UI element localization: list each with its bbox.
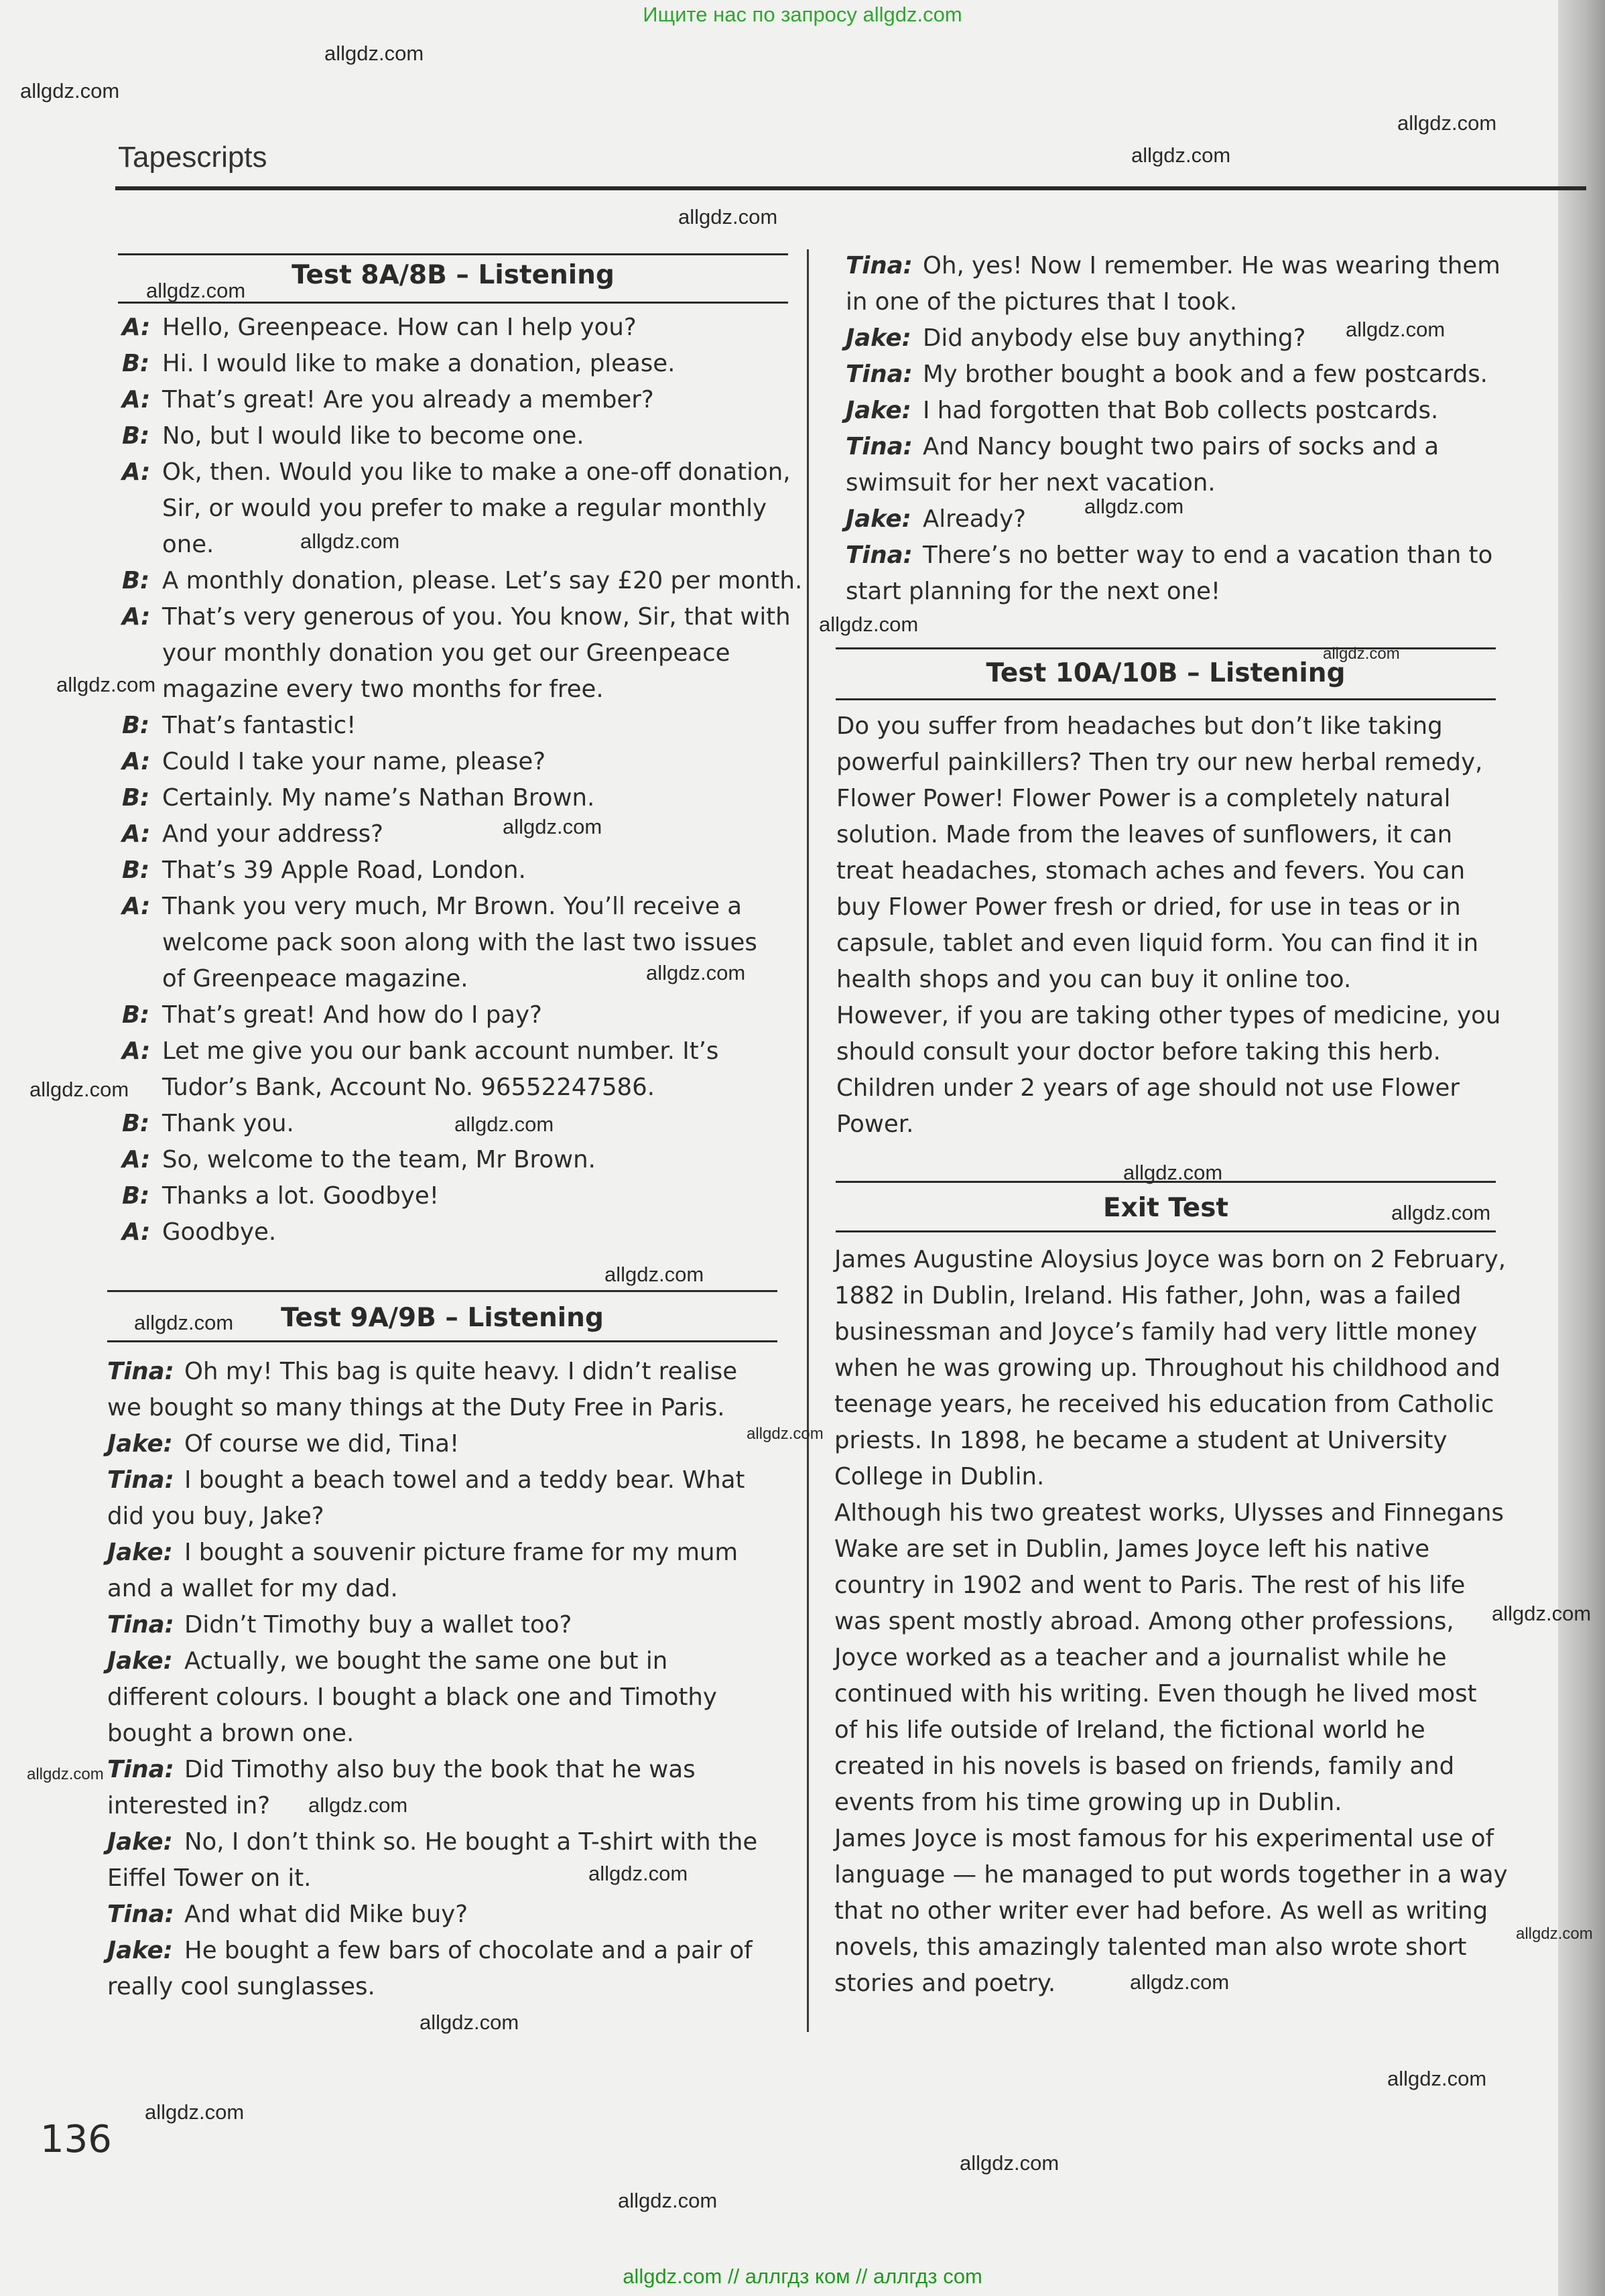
text-line: solution. Made from the leaves of sunflowers, it can [836, 821, 1453, 848]
dialogue-line [107, 1752, 777, 1788]
line-text: Thank you very much, Mr Brown. You’ll receive a [162, 893, 742, 920]
dialogue-line [107, 1354, 777, 1390]
speaker-label: Tina: [107, 1358, 174, 1385]
watermark: allgdz.com [20, 79, 120, 103]
line-text: bought a brown one. [107, 1720, 355, 1747]
line-text: in one of the pictures that I took. [846, 288, 1238, 316]
speaker-label: Tina: [107, 1611, 174, 1639]
dialogue-line [122, 997, 792, 1033]
dialogue-line [107, 1679, 777, 1716]
dialogue-line [122, 1033, 792, 1070]
line-text: I bought a souvenir picture frame for my mum [184, 1539, 739, 1566]
dialogue-line [107, 1535, 777, 1571]
dialogue-line [107, 1716, 777, 1752]
line-text: Thank you. [162, 1110, 294, 1137]
section-title-test8: Test 8A/8B – Listening [292, 260, 615, 290]
speaker-label: B: [122, 567, 150, 594]
line-text: There’s no better way to end a vacation than to [923, 541, 1493, 569]
dialogue-line [122, 527, 792, 563]
dialogue-line [122, 889, 792, 925]
watermark: allgdz.com [1123, 1161, 1223, 1184]
watermark: allgdz.com [1391, 1201, 1491, 1224]
watermark: allgdz.com [1387, 2067, 1487, 2090]
dialogue-line [107, 1390, 777, 1426]
watermark: allgdz.com [604, 1263, 704, 1286]
watermark: allgdz.com [454, 1112, 554, 1136]
line-text: Ok, then. Would you like to make a one-off donation, [162, 458, 791, 486]
speaker-label: A: [122, 1218, 151, 1246]
text-line: buy Flower Power fresh or dried, for use in teas or in [836, 893, 1461, 921]
section-title-exit-test: Exit Test [1102, 1193, 1229, 1223]
watermark: allgdz.com [145, 2100, 245, 2124]
speaker-label: A: [122, 386, 151, 413]
watermark: allgdz.com [503, 815, 602, 838]
speaker-label: Jake: [846, 397, 911, 424]
section-rule-top [118, 253, 788, 255]
text-line: businessman and Joyce’s family had very little money [834, 1318, 1478, 1346]
speaker-label: B: [122, 712, 150, 739]
text-test10 [836, 708, 1501, 1143]
line-text: So, welcome to the team, Mr Brown. [162, 1146, 596, 1173]
line-text: different colours. I bought a black one and Timothy [107, 1683, 717, 1711]
text-line: Joyce worked as a teacher and a journalist while he [834, 1644, 1447, 1671]
speaker-label: A: [122, 820, 151, 848]
line-text: Hello, Greenpeace. How can I help you? [162, 314, 637, 341]
watermark: allgdz.com [819, 613, 919, 636]
text-line: stories and poetry. [834, 1970, 1056, 1997]
line-text: And what did Mike buy? [184, 1901, 468, 1928]
dialogue-test9-continued [846, 248, 1516, 610]
watermark: allgdz.com [27, 1765, 104, 1783]
line-text: Thanks a lot. Goodbye! [162, 1182, 439, 1210]
speaker-label: A: [122, 1146, 151, 1173]
speaker-label: Tina: [107, 1756, 174, 1783]
text-line: Children under 2 years of age should not use Flower [836, 1074, 1460, 1102]
line-text: one. [162, 531, 214, 558]
speaker-label: Jake: [846, 324, 911, 352]
dialogue-line [122, 744, 792, 780]
bottom-banner[interactable]: allgdz.com // аллгдз ком // аллгдз com [623, 2265, 982, 2288]
dialogue-line [122, 382, 792, 418]
page-edge-shadow [1558, 0, 1605, 2296]
line-text: A monthly donation, please. Let’s say £20 per month. [162, 567, 803, 594]
speaker-label: Jake: [107, 1539, 173, 1566]
watermark: allgdz.com [56, 673, 156, 696]
line-text: Actually, we bought the same one but in [184, 1647, 668, 1675]
speaker-label: B: [122, 1110, 150, 1137]
text-line: 1882 in Dublin, Ireland. His father, John, was a failed [834, 1282, 1462, 1310]
speaker-label: B: [122, 784, 150, 812]
line-text: Hi. I would like to make a donation, please. [162, 350, 676, 377]
text-line: priests. In 1898, he became a student at University [834, 1427, 1448, 1454]
speaker-label: B: [122, 1182, 150, 1210]
dialogue-line [107, 1788, 777, 1824]
dialogue-line [107, 1498, 777, 1535]
speaker-label: B: [122, 350, 150, 377]
dialogue-line [846, 537, 1516, 574]
line-text: No, I don’t think so. He bought a T-shirt with the [184, 1828, 758, 1856]
line-text: Could I take your name, please? [162, 748, 546, 775]
dialogue-line [122, 454, 792, 491]
section-title-test10: Test 10A/10B – Listening [986, 658, 1346, 688]
text-line: James Joyce is most famous for his experimental use of [834, 1825, 1494, 1852]
speaker-label: A: [122, 748, 151, 775]
line-text: That’s very generous of you. You know, Sir, that with [162, 603, 791, 631]
line-text: Sir, or would you prefer to make a regular monthly [162, 495, 767, 522]
text-line: Wake are set in Dublin, James Joyce left his native [834, 1535, 1430, 1563]
section-title-test9: Test 9A/9B – Listening [281, 1303, 604, 1333]
text-line: College in Dublin. [834, 1463, 1045, 1490]
watermark: allgdz.com [1516, 1925, 1593, 1943]
line-text: I had forgotten that Bob collects postcards. [923, 397, 1439, 424]
line-text: did you buy, Jake? [107, 1503, 324, 1530]
text-line: country in 1902 and went to Paris. The rest of his life [834, 1572, 1466, 1599]
line-text: Eiffel Tower on it. [107, 1864, 312, 1892]
dialogue-line [122, 635, 792, 672]
watermark: allgdz.com [134, 1311, 234, 1334]
column-divider [807, 249, 809, 2032]
dialogue-line [107, 1607, 777, 1643]
dialogue-line [122, 672, 792, 708]
dialogue-line [107, 1426, 777, 1462]
watermark: allgdz.com [1346, 318, 1446, 341]
speaker-label: A: [122, 458, 151, 486]
line-text: and a wallet for my dad. [107, 1575, 398, 1602]
text-line: Flower Power! Flower Power is a completely natural [836, 785, 1451, 812]
line-text: That’s fantastic! [162, 712, 357, 739]
text-line: Power. [836, 1110, 914, 1138]
line-text: of Greenpeace magazine. [162, 965, 468, 993]
dialogue-line [107, 1571, 777, 1607]
speaker-label: A: [122, 893, 151, 920]
dialogue-line [122, 1178, 792, 1214]
text-line: events from his time growing up in Dublin. [834, 1789, 1342, 1816]
line-text: That’s 39 Apple Road, London. [162, 856, 526, 884]
dialogue-line [122, 563, 803, 599]
dialogue-line [122, 491, 792, 527]
speaker-label: A: [122, 1037, 151, 1065]
text-line: health shops and you can buy it online too. [836, 966, 1352, 993]
dialogue-line [846, 429, 1516, 465]
line-text: And Nancy bought two pairs of socks and a [923, 433, 1439, 460]
text-line: However, if you are taking other types of medicine, you [836, 1002, 1501, 1029]
text-line: powerful painkillers? Then try our new herbal remedy, [836, 749, 1483, 776]
line-text: And your address? [162, 820, 384, 848]
section-rule-bottom [836, 698, 1496, 700]
line-text: Certainly. My name’s Nathan Brown. [162, 784, 595, 812]
dialogue-line [846, 248, 1516, 284]
page-header-title: Tapescripts [118, 141, 267, 174]
dialogue-line [107, 1462, 777, 1498]
top-banner[interactable]: Ищите нас по запросу allgdz.com [643, 3, 962, 26]
watermark: allgdz.com [588, 1862, 688, 1885]
watermark: allgdz.com [29, 1078, 129, 1101]
speaker-label: Tina: [846, 361, 913, 388]
text-line: of his life outside of Ireland, the fictional world he [834, 1716, 1425, 1744]
dialogue-line [846, 284, 1516, 320]
speaker-label: B: [122, 422, 150, 450]
dialogue-line [107, 1643, 777, 1679]
line-text: really cool sunglasses. [107, 1973, 375, 2000]
speaker-label: Tina: [107, 1901, 174, 1928]
dialogue-line [846, 574, 1516, 610]
dialogue-line [122, 852, 792, 889]
watermark: allgdz.com [324, 42, 424, 65]
speaker-label: Tina: [846, 252, 913, 279]
text-line: teenage years, he received his education from Catholic [834, 1391, 1494, 1418]
dialogue-line [846, 357, 1516, 393]
text-line: continued with his writing. Even though he lived most [834, 1680, 1477, 1708]
line-text: we bought so many things at the Duty Free in Paris. [107, 1394, 725, 1421]
text-line: created in his novels is based on friends, family and [834, 1752, 1455, 1780]
dialogue-line [122, 816, 792, 852]
text-exit-test [834, 1242, 1508, 2002]
text-line: novels, this amazingly talented man also wrote short [834, 1933, 1467, 1961]
dialogue-line [122, 310, 792, 346]
watermark: allgdz.com [646, 961, 746, 984]
watermark: allgdz.com [300, 529, 400, 553]
dialogue-line [122, 1070, 792, 1106]
line-text: That’s great! Are you already a member? [162, 386, 654, 413]
section-rule-top [107, 1290, 777, 1292]
watermark: allgdz.com [1492, 1602, 1592, 1625]
text-line: that no other writer ever had before. As well as writing [834, 1897, 1488, 1925]
dialogue-line [122, 708, 792, 744]
speaker-label: Tina: [846, 433, 913, 460]
text-line: capsule, tablet and even liquid form. You can find it in [836, 930, 1479, 957]
line-text: Already? [923, 505, 1026, 533]
speaker-label: A: [122, 603, 151, 631]
line-text: Oh, yes! Now I remember. He was wearing them [923, 252, 1500, 279]
line-text: your monthly donation you get our Greenpeace [162, 639, 730, 667]
text-line: James Augustine Aloysius Joyce was born on 2 February, [834, 1246, 1506, 1273]
watermark: allgdz.com [618, 2189, 718, 2212]
dialogue-line [107, 1824, 777, 1860]
dialogue-line [846, 393, 1516, 429]
line-text: welcome pack soon along with the last two issues [162, 929, 757, 956]
dialogue-line [122, 925, 792, 961]
watermark: allgdz.com [960, 2151, 1060, 2175]
dialogue-line [107, 1933, 777, 1969]
line-text: Didn’t Timothy buy a wallet too? [184, 1611, 572, 1639]
line-text: Let me give you our bank account number. It’s [162, 1037, 719, 1065]
line-text: interested in? [107, 1792, 271, 1820]
watermark: allgdz.com [1084, 495, 1184, 518]
line-text: I bought a beach towel and a teddy bear. What [184, 1466, 745, 1494]
line-text: Tudor’s Bank, Account No. 96552247586. [162, 1074, 655, 1101]
line-text: Did anybody else buy anything? [923, 324, 1306, 352]
speaker-label: Tina: [846, 541, 913, 569]
dialogue-line [122, 1214, 792, 1251]
dialogue-line [107, 1969, 777, 2005]
watermark: allgdz.com [1131, 143, 1231, 167]
speaker-label: Tina: [107, 1466, 174, 1494]
watermark: allgdz.com [1323, 645, 1400, 663]
watermark: allgdz.com [747, 1425, 824, 1443]
text-line: was spent mostly abroad. Among other professions, [834, 1608, 1454, 1635]
speaker-label: B: [122, 1001, 150, 1029]
dialogue-line [107, 1897, 777, 1933]
speaker-label: Jake: [107, 1828, 173, 1856]
watermark: allgdz.com [678, 205, 778, 229]
speaker-label: A: [122, 314, 151, 341]
text-line: Although his two greatest works, Ulysses and Finnegans [834, 1499, 1504, 1527]
watermark: allgdz.com [1130, 1970, 1230, 1994]
text-line: language — he managed to put words together in a way [834, 1861, 1508, 1889]
section-rule-bottom [836, 1230, 1496, 1232]
line-text: swimsuit for her next vacation. [846, 469, 1216, 497]
watermark: allgdz.com [420, 2011, 519, 2034]
watermark: allgdz.com [146, 279, 246, 302]
line-text: Goodbye. [162, 1218, 277, 1246]
text-line: Do you suffer from headaches but don’t like taking [836, 712, 1443, 740]
header-rule [115, 186, 1586, 190]
section-rule-bottom [107, 1340, 777, 1342]
text-line: when he was growing up. Throughout his childhood and [834, 1354, 1500, 1382]
watermark: allgdz.com [308, 1793, 408, 1817]
watermark: allgdz.com [1397, 111, 1497, 135]
speaker-label: Jake: [846, 505, 911, 533]
dialogue-line [122, 599, 792, 635]
line-text: start planning for the next one! [846, 578, 1221, 605]
dialogue-line [122, 418, 792, 454]
page-number: 136 [40, 2118, 112, 2161]
line-text: He bought a few bars of chocolate and a pair of [184, 1937, 753, 1964]
speaker-label: Jake: [107, 1647, 173, 1675]
speaker-label: Jake: [107, 1430, 173, 1458]
text-line: should consult your doctor before taking this herb. [836, 1038, 1441, 1066]
dialogue-line [122, 1142, 792, 1178]
dialogue-line [122, 346, 792, 382]
line-text: Of course we did, Tina! [184, 1430, 460, 1458]
line-text: Did Timothy also buy the book that he was [184, 1756, 696, 1783]
line-text: No, but I would like to become one. [162, 422, 584, 450]
text-line: treat headaches, stomach aches and fevers. You can [836, 857, 1466, 885]
line-text: My brother bought a book and a few postcards. [923, 361, 1488, 388]
dialogue-test8 [122, 310, 803, 1251]
speaker-label: B: [122, 856, 150, 884]
line-text: That’s great! And how do I pay? [162, 1001, 542, 1029]
dialogue-line [122, 780, 792, 816]
dialogue-test9 [107, 1354, 777, 2005]
line-text: magazine every two months for free. [162, 676, 604, 703]
speaker-label: Jake: [107, 1937, 173, 1964]
line-text: Oh my! This bag is quite heavy. I didn’t realise [184, 1358, 738, 1385]
